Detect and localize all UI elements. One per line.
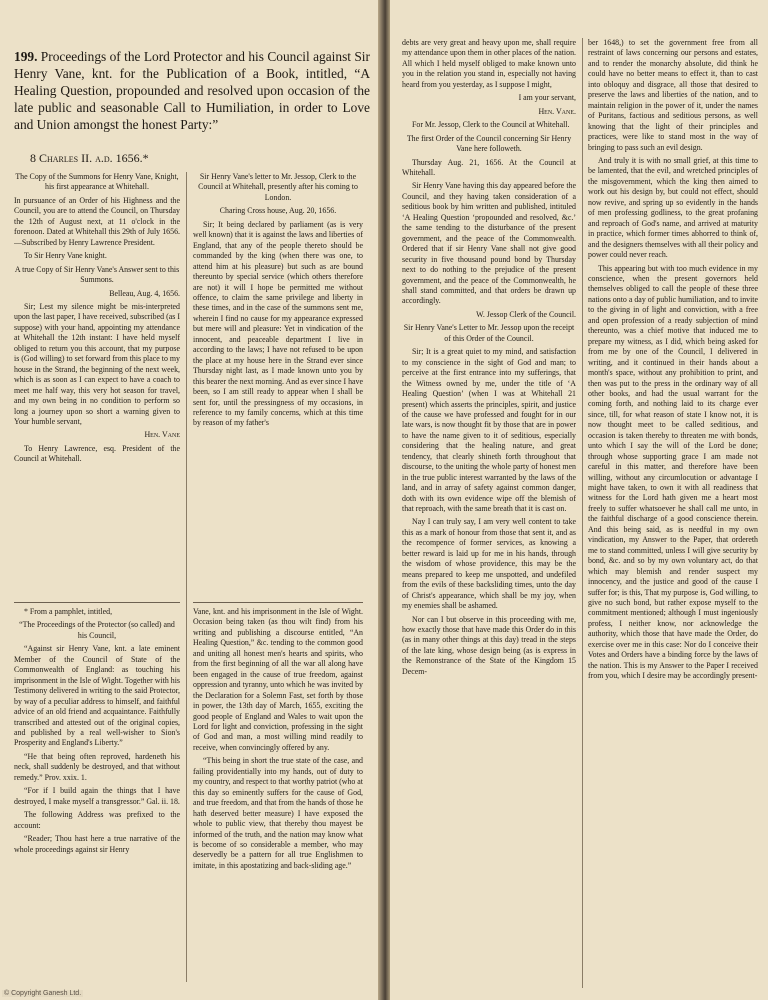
trial-title — [14, 48, 370, 133]
letter-text: Sir; It being declared by parliament (as is very well known) that it is against the laws and liberties of England, that any of the people thereto should be commanded by the king (when there was one, to attend him at his pleasure) but such as are bound thereunto by special service (which others therefore are not) it will I hope be permitted me without offence, to claim the same privilege and liberty in these times, and in the case of the summons sent me, wherein I find no cause for my appearance expressed but mere will and pleasure: Yet in vindication of the innocent, and peaceable department I live in according to the laws; I have not refused to be upon the place at my house here in the Strand ever since Thursday night last, as I made known unto you by this bearer the next morning. And as ever since I have been, so I am still ready to appear when I shall be sent for, until the pressingness of my occasions, in reference to my family concerns, which at this time by reason of my father's — [193, 219, 363, 428]
letter-dateline: Charing Cross house, Aug. 20, 1656. — [219, 206, 337, 216]
order-text: Sir Henry Vane having this day appeared before the Council, and they having taken consideration of a seditious book by him written and published, intituled ‘A Healing Question ‘propounded and resolved, &c.’ the same tending to the disturbance of the present government, and the peace of the Commonwealth. Ordered that if sir Henry Vane shall not give good security in five thousand pound bond by Thursday next to do nothing to the prejudice of the present government, and the peace of the Commonwealth, he shall stand committed, and that orders be drawn up accordingly. — [402, 181, 576, 306]
left-column-2 — [193, 172, 363, 587]
pamphlet-title: “The Proceedings of the Protector (so called) and his Council, — [19, 620, 175, 640]
left-footnote-column-2 — [193, 598, 363, 994]
trial-number: 199. — [14, 49, 38, 64]
second-letter-p6: This appearing but with too much evidence in my conscience, when the present governors held themselves obliged to call the people of these three nations onto a day of public humiliation, and to invite to the giving in of light and conviction, with a free and open profession of a ready subjection of mind thereunto, was a chief motive that induced me to prepare my witness, as I did, which being asked for from me by one of the Council, I delivered in writing, and it continued in their hands about a month's space, without any prohibition to print, and then was put to the press in the ordinary way of all other books, and had the usual warrant for the coming forth, and nothing laid to its charge ever since, till, for what reason of state I know not, it is now thought meet to be called seditious, and occasion is taken thereby to threaten me with bonds, unto which I say the will of the Lord be done; through whose supporting grace I am made not careful in this matter, and therefore have been willing, without any circumlocution or advantage I might have taken, to own it with all readiness that witness for the Lord hath given me a heart most freely to suffer whatsoever he shall call me unto, in the faithful discharge of a good conscience therein. And this being said, as is needful in my own vindication, my Answer to the Paper, that ordereth me to stand committed, unless I will give security by bond, &c. and so by my own voluntary act, do that which may blemish and render suspect my innocency, and the justice and good of the cause I suffer for; is this, That my purpose is, God willing, to give no such bond, but rather expose myself to the commitment mentioned; although I must ingeniously profess, I neither know, nor acknowledge the authority, which those that have made the Order, do exercise over me in this case: Nor do I conceive their Votes and Orders have a binding force by the laws of the nation. This is my Answer to the Paper I received from you, which I desire may be accordingly present- — [588, 263, 758, 681]
right-column-divider — [582, 38, 583, 988]
second-letter-p3: Nor can I but observe in this proceeding with me, how exactly those that have made this Order do in this (as in many other things at this day) tread in the steps of the late king, whose design being (as is express in the Remonstrance of the State of the Kingdom 15 Decem- — [402, 614, 576, 676]
answer-dateline: Belleau, Aug. 4, 1656. — [109, 288, 180, 298]
answer-addressee: To Henry Lawrence, esq. President of the Council at Whitehall. — [14, 443, 180, 464]
order-dateline: Thursday Aug. 21, 1656. At the Council at Whitehall. — [402, 157, 576, 177]
second-letter-p4: ber 1648,) to set the government free from all restraint of laws concerning our persons and estates, and to render the monarchy absolute, did think he could have no better means to effect it, than to cast into obloquy and disgrace, all those that desired to preserve the laws and liberties of the nation, and to maintain religion in the power of it, under the names of Puritans, factious and seditious persons, as well knowing that the light of their principles and practices, were like to stand most in the way of bringing to pass such an evil design. — [588, 38, 758, 152]
address-start: “Reader; Thou hast here a true narrative of the whole proceedings against sir Henry — [14, 834, 180, 854]
book-gutter — [378, 0, 390, 1000]
trial-title-text: Proceedings of the Lord Protector and his Council against Sir Henry Vane, knt. for the Publication of a Book, intitled, “A Healing Question, propounded and resolved upon occasion of the late public and seasonable Call to Humiliation, in order to Love and Union amongst the honest Party:” — [14, 49, 370, 132]
epigraph-proverbs: “He that being often reproved, hardeneth his neck, shall suddenly be destroyed, and that without remedy.” Prov. xxix. 1. — [14, 751, 180, 782]
summons-addressee: To Sir Henry Vane knight. — [24, 251, 107, 261]
left-footnote-column-1 — [14, 598, 180, 994]
letter-continuation: debts are very great and heavy upon me, shall require my attendance upon them in other places of the nation. All which I held myself obliged to make known unto you in the relation you stand in, especially not having heard from you yesterday, as I suppose I might, — [402, 38, 576, 89]
letter-signature: Hen. Vane. — [538, 106, 576, 116]
first-order-heading: The first Order of the Council concerning Sir Henry Vane here followeth. — [406, 133, 572, 154]
epigraph-galatians: “For if I build again the things that I have destroyed, I make myself a transgressor.” Gal. ii. 18. — [14, 786, 180, 806]
answer-text: Sir; Lest my silence might be mis-interpreted upon the last paper, I have received, subscribed (as I suppose) with your hand, appointing my attendance at Whitehall the 12th instant: I have held myself obliged to return you this account, that my purpose is (God willing) to set forward from this place to my house in the Strand, the beginning of the next week, which is as soon as I can expect to have a coach to meet me half way, this very hot season for travel, and my own being in no condition to perform so long a journey upon so short a warning given to Your humble servant, — [14, 301, 180, 426]
letter-closing: I am your servant, — [518, 93, 576, 103]
footnote-rule-2 — [193, 602, 363, 603]
right-column-1 — [402, 38, 576, 988]
footnote-intro: * From a pamphlet, intitled, — [24, 607, 113, 616]
footnote-rule — [14, 602, 180, 603]
second-letter-heading: Sir Henry Vane's Letter to Mr. Jessop upon the receipt of this Order of the Council. — [403, 323, 575, 343]
trial-date: 8 Charles II. a.d. 1656.* — [30, 151, 149, 165]
footnote-continuation: Vane, knt. and his imprisonment in the Isle of Wight. Occasion being taken (as thou wilt find) from his writing and publishing a discourse entitled, “An Healing Question,” &c. tending to the common good and uniting all honest men's hearts and spirits, who from the first beginning of all the war all along have been engaged in the cause of true freedom, against oppression and tyranny, unto which he was invited by the Declaration for a Solemn Fast, set forth by those in power, the 13th day of March, 1655, exciting the good people of England and Wales to wait upon the Lord for light and conviction, professing in the sight of God and man, a most willing mind readily to receive, when convincingly offered by any. — [193, 607, 363, 752]
answer-heading: A true Copy of Sir Henry Vane's Answer sent to this Summons. — [14, 264, 180, 285]
letter-heading: Sir Henry Vane's letter to Mr. Jessop, Clerk to the Council at Whitehall, presently after his coming to London. — [198, 172, 358, 202]
answer-signature: Hen. Vane — [144, 430, 180, 440]
right-page — [390, 0, 768, 1000]
copyright-watermark: © Copyright Ganesh Ltd. — [4, 990, 82, 997]
summons-text: In pursuance of an Order of his Highness and the Council, you are to attend the Council, on Thursday the 12th of August next, at 11 o'clock in the forenoon. Dated at Whitehall this 29th of July 1656.—Subscribed by Henry Lawrence President. — [14, 195, 180, 247]
order-signature: W. Jessop Clerk of the Council. — [476, 309, 576, 319]
second-letter-p2: Nay I can truly say, I am very well content to take this as a mark of honour from those that sent it, and as the recompence of former services, as knowing a better reward is laid up for me in his hands, through the wisdom of whose providence, this may be the means prepared to keep me unspotted, and undefiled from the evils of these backsliding times, unto the day of Christ's appearance, which shall be my joy, when my enemies shall be ashamed. — [402, 517, 576, 611]
second-letter-p1: Sir; It is a great quiet to my mind, and satisfaction to my conscience in the sight of God and man; to perceive at the first entrance into my sufferings, that the Witness owned by me, under the title of ‘A Healing Question’ (when I was at Whitehall 21 present) which asserts the principles, spirit, and justice of the cause we have professed and fought for in our late wars, is now thought fit by those that are in power to have the name given to it of seditious, especially considering that the healing nature, and great tendency, that clearly shineth forth throughout that discourse, to the uniting the whole party of honest men in the true public interest warranted by the laws of the land, and in array of safety against common danger, doth with its own evidence wipe off the blemish of that reproach, with the same breath that it is cast on. — [402, 347, 576, 514]
left-page — [0, 0, 378, 1000]
address-intro: The following Address was prefixed to the account: — [14, 810, 180, 830]
letter-addressee: For Mr. Jessop, Clerk to the Council at Whitehall. — [412, 120, 570, 130]
second-letter-p5: And truly it is with no small grief, at this time to be lamented, that the evil, and wretched principles of the misgovernment, which the king then aimed to work out his design by, but could not effect, should now revive, and spring up so evidently in the hands of men professing godliness, to the great profaning and reproach of God's name, and arrived at maturity in practice, which former times abhorred to think of, and the designers themselves with all their policy and power could never reach. — [588, 155, 758, 260]
pamphlet-description: “Against sir Henry Vane, knt. a late eminent Member of the Council of State of the Commonwealth of England: as touching his imprisonment in the Isle of Wight. Together with his Testimony delivered in writing to the said Protector, by way of a peculiar address to himself, and faithful advice of an old friend and acquaintance. Faithfully transcribed and attested out of the original copies, and published by a real well-wisher to Sion's Prosperity and England's Liberty.” — [14, 644, 180, 748]
summons-heading: The Copy of the Summons for Henry Vane, Knight, his first appearance at Whitehall. — [15, 172, 179, 192]
right-column-2 — [588, 38, 758, 988]
footnote-paragraph: “This being in short the true state of the case, and failing providentially into my hands, out of duty to my country, and respect to that worthy patriot (who at this day so eminently suffers for the cause of God, and true freedom, and that from the hands of those he hath deserved better measure) I have exposed the whole to public view, that thereby thou mayest be informed of the truth, and the nation may know what is become of so considerable a member, who may deservedly be a pattern for all true Englishmen to imitate, in this apostatizing and back-sliding age.” — [193, 756, 363, 870]
left-column-divider — [186, 172, 187, 982]
left-column-1 — [14, 172, 180, 587]
